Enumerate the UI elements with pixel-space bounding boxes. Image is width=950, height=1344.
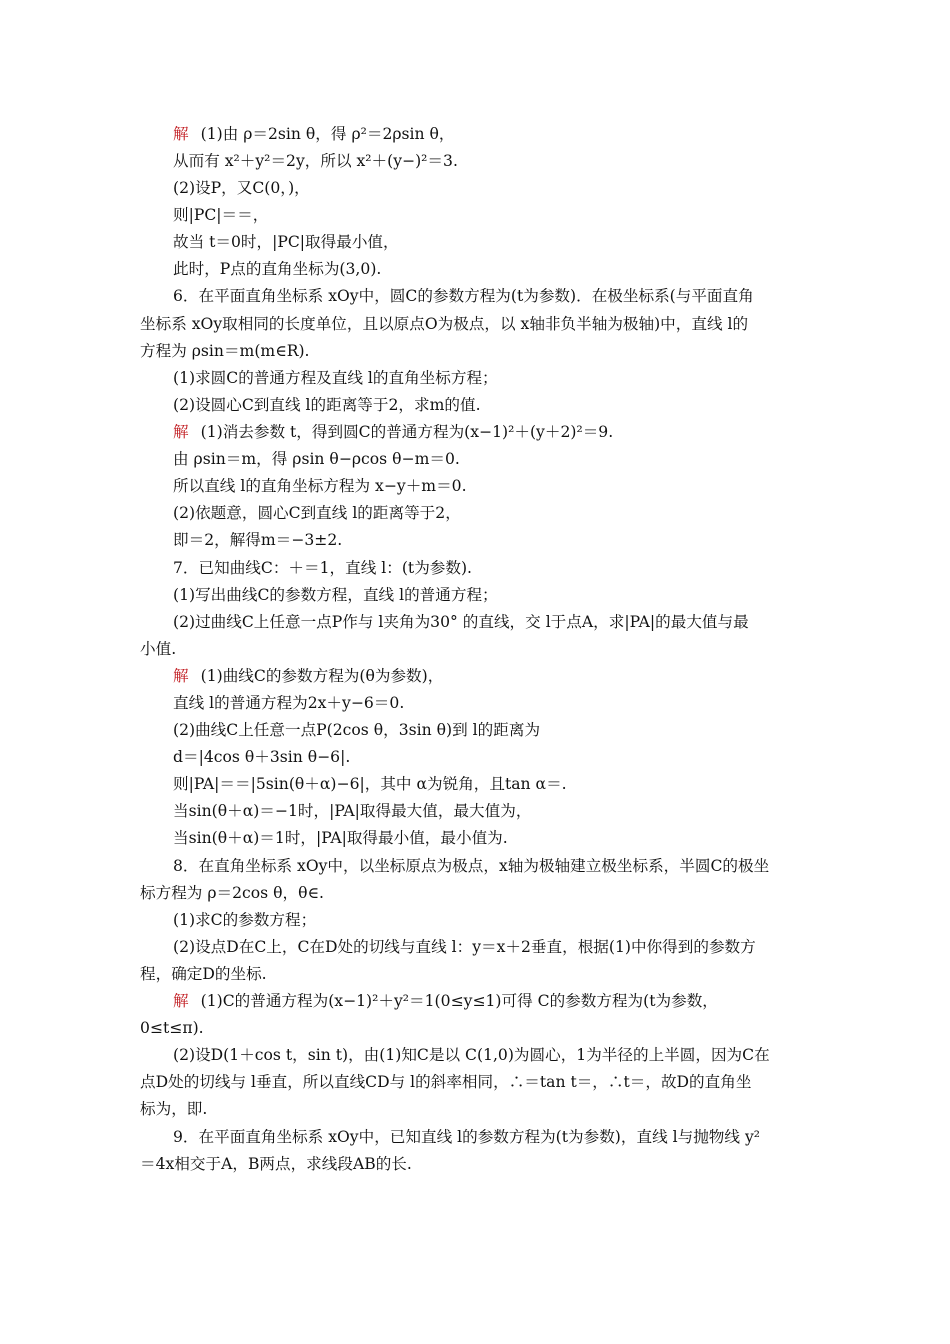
solution-label: 解 xyxy=(173,423,189,441)
text-line xyxy=(173,558,472,578)
line-text: 即＝2，解得m＝−3±2. xyxy=(173,531,343,549)
line-text: 则|PA|＝＝|5sin(θ＋α)−6|，其中 α为锐角，且tan α＝. xyxy=(173,775,567,793)
solution-line xyxy=(173,991,718,1011)
text-line xyxy=(173,368,498,388)
text-line xyxy=(173,693,404,713)
line-text: 所以直线 l的直角坐标方程为 x−y＋m＝0. xyxy=(173,477,467,495)
line-text: (1)曲线C的参数方程为(θ为参数)， xyxy=(200,667,444,685)
text-line xyxy=(173,259,381,279)
text-line xyxy=(173,503,461,523)
solution-label: 解 xyxy=(173,125,189,143)
line-text: (2)设圆心C到直线 l的距离等于2，求m的值. xyxy=(173,396,481,414)
line-text: 从而有 x²＋y²＝2y，所以 x²＋(y−)²＝3. xyxy=(173,152,458,170)
text-line xyxy=(173,205,268,225)
line-text: 坐标系 xOy取相同的长度单位，且以原点O为极点，以 x轴非负半轴为极轴)中，直线 l的 xyxy=(140,315,749,333)
line-text: (1)写出曲线C的参数方程，直线 l的普通方程； xyxy=(173,586,498,604)
line-text: 直线 l的普通方程为2x＋y−6＝0. xyxy=(173,694,405,712)
text-line xyxy=(173,585,498,605)
text-line xyxy=(173,151,458,171)
text-line xyxy=(173,449,460,469)
line-text: 则|PC|＝＝， xyxy=(173,206,269,224)
solution-label: 解 xyxy=(173,667,189,685)
text-line xyxy=(173,774,567,794)
line-text: d＝|4cos θ＋3sin θ−6|. xyxy=(173,748,351,766)
text-line xyxy=(173,1045,770,1065)
text-line xyxy=(140,314,748,334)
text-line xyxy=(140,1099,207,1119)
line-text: 故当 t＝0时，|PC|取得最小值， xyxy=(173,233,399,251)
line-text: (2)设P，又C(0，)， xyxy=(173,179,310,197)
line-text: 9．在平面直角坐标系 xOy中，已知直线 l的参数方程为(t为参数)，直线 l与抛物线 y² xyxy=(173,1128,761,1146)
text-line xyxy=(173,476,467,496)
line-text: (1)消去参数 t，得到圆C的普通方程为(x−1)²＋(y＋2)²＝9. xyxy=(200,423,614,441)
line-text: 由 ρsin＝m，得 ρsin θ−ρcos θ−m＝0. xyxy=(173,450,460,468)
line-text: (1)由 ρ＝2sin θ，得 ρ²＝2ρsin θ， xyxy=(200,125,455,143)
text-line xyxy=(173,747,350,767)
line-text: 6．在平面直角坐标系 xOy中，圆C的参数方程为(t为参数)．在极坐标系(与平面直角 xyxy=(173,287,754,305)
line-text: 当sin(θ＋α)＝1时，|PA|取得最小值，最小值为. xyxy=(173,829,508,847)
line-text: 0≤t≤π). xyxy=(140,1019,204,1037)
line-text: (2)依题意，圆心C到直线 l的距离等于2， xyxy=(173,504,461,522)
text-line xyxy=(173,395,481,415)
text-line xyxy=(173,530,342,550)
text-line xyxy=(173,856,769,876)
solution-line xyxy=(173,666,443,686)
text-line xyxy=(173,937,756,957)
solution-label: 解 xyxy=(173,992,189,1010)
line-text: 点D处的切线与 l垂直，所以直线CD与 l的斜率相同，∴＝tan t＝，∴t＝，故D的直角坐 xyxy=(140,1073,752,1091)
text-line xyxy=(140,1072,751,1092)
line-text: (1)求C的参数方程； xyxy=(173,911,317,929)
text-line xyxy=(140,341,310,361)
text-line xyxy=(140,1154,412,1174)
line-text: 8．在直角坐标系 xOy中，以坐标原点为极点，x轴为极轴建立极坐标系，半圆C的极坐 xyxy=(173,857,770,875)
text-line xyxy=(173,232,399,252)
line-text: (2)过曲线C上任意一点P作与 l夹角为30° 的直线，交 l于点A，求|PA|的最大值与最 xyxy=(173,613,749,631)
line-text: ＝4x相交于A，B两点，求线段AB的长. xyxy=(140,1155,412,1173)
solution-line xyxy=(173,422,613,442)
line-text: (1)求圆C的普通方程及直线 l的直角坐标方程； xyxy=(173,369,498,387)
text-line xyxy=(173,720,540,740)
text-line xyxy=(173,828,508,848)
line-text: 标为，即. xyxy=(140,1100,208,1118)
line-text: 方程为 ρsin＝m(m∈R). xyxy=(140,342,310,360)
line-text: 当sin(θ＋α)＝−1时，|PA|取得最大值，最大值为， xyxy=(173,802,532,820)
text-line xyxy=(173,910,316,930)
text-line xyxy=(140,639,176,659)
text-line xyxy=(140,964,267,984)
text-line xyxy=(173,286,754,306)
line-text: 小值. xyxy=(140,640,177,658)
text-line xyxy=(173,801,531,821)
line-text: (2)曲线C上任意一点P(2cos θ，3sin θ)到 l的距离为 xyxy=(173,721,541,739)
text-line xyxy=(173,1127,760,1147)
text-line xyxy=(173,612,749,632)
solution-line xyxy=(173,124,455,144)
line-text: (2)设点D在C上，C在D处的切线与直线 l：y＝x＋2垂直，根据(1)中你得到的参数方 xyxy=(173,938,756,956)
line-text: 此时，P点的直角坐标为(3,0). xyxy=(173,260,382,278)
line-text: (2)设D(1＋cos t，sin t)，由(1)知C是以 C(1,0)为圆心，1为半径的上半圆，因为C在 xyxy=(173,1046,770,1064)
text-line xyxy=(173,178,310,198)
line-text: 标方程为 ρ＝2cos θ，θ∈. xyxy=(140,884,324,902)
line-text: (1)C的普通方程为(x−1)²＋y²＝1(0≤y≤1)可得 C的参数方程为(t为参数， xyxy=(200,992,718,1010)
line-text: 程，确定D的坐标. xyxy=(140,965,267,983)
text-line xyxy=(140,883,324,903)
text-line xyxy=(140,1018,204,1038)
line-text: 7．已知曲线C：＋＝1，直线 l：(t为参数). xyxy=(173,559,473,577)
